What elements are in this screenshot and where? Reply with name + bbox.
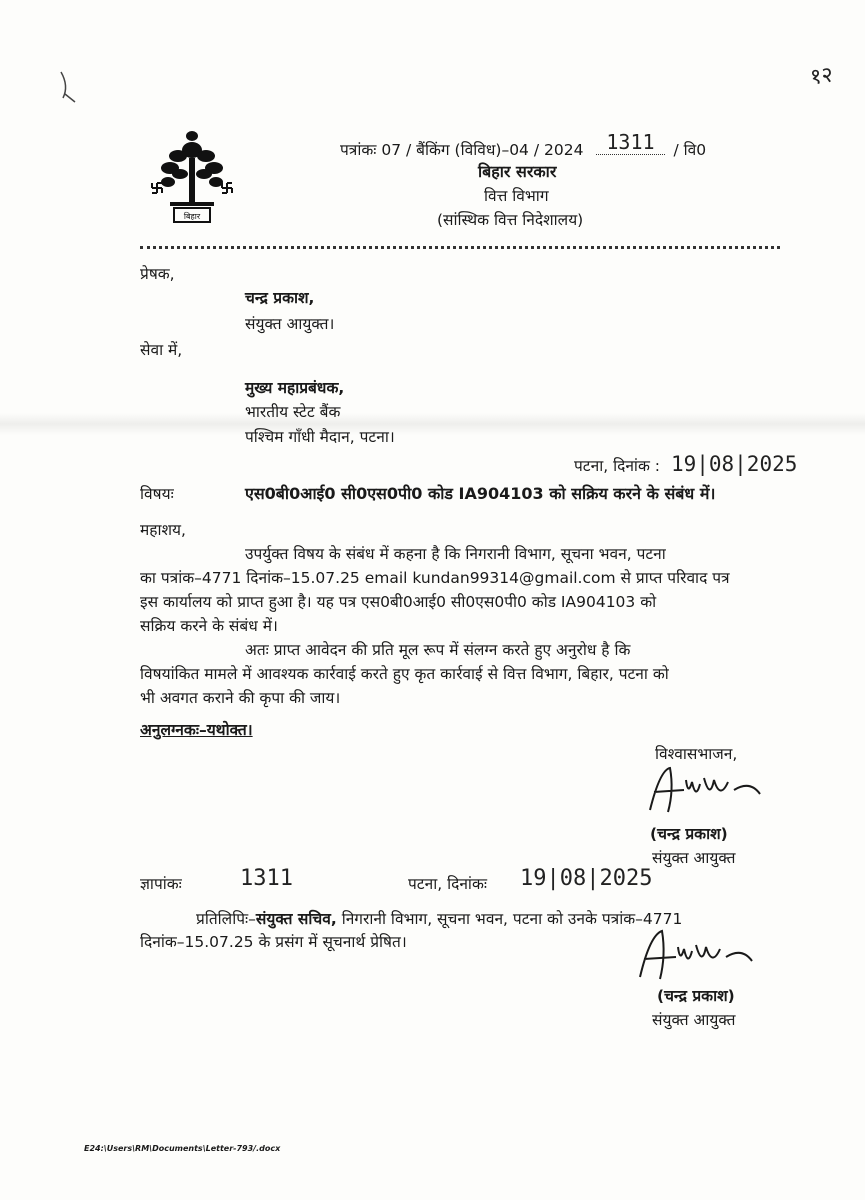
copy-line2: दिनांक–15.07.25 के प्रसंग में सूचनार्थ प्रेषित।	[140, 933, 407, 951]
footer-file-path: E24:\Users\RM\Documents\Letter-793/.docx	[84, 1144, 281, 1153]
para2-line3: भी अवगत कराने की कृपा की जाय।	[140, 689, 341, 707]
closing: विश्वासभाजन,	[655, 745, 738, 763]
memo-number: 1311	[240, 866, 293, 891]
sender-designation: संयुक्त आयुक्त।	[245, 315, 335, 333]
copy-recipient: संयुक्त सचिव,	[255, 910, 337, 928]
department-name: वित्त विभाग	[484, 187, 549, 205]
enclosure-note: अनुलग्नकः–यथोक्त।	[140, 721, 253, 739]
header-divider	[140, 246, 780, 249]
directorate-name: (सांस्थिक वित्त निदेशालय)	[437, 211, 584, 229]
copy-line1	[196, 907, 682, 929]
recipient-line1: भारतीय स्टेट बैंक	[245, 403, 341, 421]
letter-number-suffix: / वि0	[673, 141, 707, 159]
para1-line4: सक्रिय करने के संबंध में।	[140, 617, 278, 635]
paper-fold	[0, 413, 865, 435]
government-name: बिहार सरकार	[478, 162, 557, 181]
memo-label: ज्ञापांकः	[140, 875, 182, 893]
date-printed: पटना, दिनांक :	[574, 457, 661, 475]
recipient-title: मुख्य महाप्रबंधक,	[245, 379, 345, 397]
bihar-emblem	[148, 128, 236, 228]
signature-2	[630, 925, 800, 985]
pen-mark	[55, 68, 85, 108]
subject-label: विषयः	[140, 485, 174, 503]
para1-line2: का पत्रांक–4771 दिनांक–15.07.25 email kundan99314@gmail.com से प्राप्त परिवाद पत्र	[140, 569, 730, 587]
signatory2-designation: संयुक्त आयुक्त	[652, 1011, 736, 1029]
page-number-mark: १२	[808, 62, 835, 91]
subject-text: एस0बी0आई0 सी0एस0पी0 कोड IA904103 को सक्रिय करने के संबंध में।	[245, 484, 716, 503]
recipient-label: सेवा में,	[140, 341, 183, 359]
signatory1-designation: संयुक्त आयुक्त	[652, 849, 736, 867]
memo-date-handwritten: 19|08|2025	[520, 866, 653, 891]
copy-rest: निगरानी विभाग, सूचना भवन, पटना को उनके पत्रांक–4771	[336, 910, 683, 928]
recipient-line2: पश्चिम गाँधी मैदान, पटना।	[245, 428, 395, 446]
letter-number	[340, 130, 707, 160]
date-handwritten: 19|08|2025	[670, 452, 798, 476]
emblem-label: बिहार	[183, 212, 201, 221]
salutation: महाशय,	[140, 521, 186, 539]
signature-1	[640, 760, 810, 820]
memo-date-printed: पटना, दिनांकः	[408, 875, 487, 893]
para2-line2: विषयांकित मामले में आवश्यक कार्रवाई करते हुए कृत कार्रवाई से वित्त विभाग, बिहार, पटना को	[140, 665, 669, 683]
date-line	[574, 452, 797, 476]
signatory2-name: (चन्द्र प्रकाश)	[657, 987, 735, 1005]
sender-name: चन्द्र प्रकाश,	[245, 289, 315, 307]
para1-line3: इस कार्यालय को प्राप्त हुआ है। यह पत्र एस0बी0आई0 सी0एस0पी0 कोड IA904103 को	[140, 593, 657, 611]
copy-prefix: प्रतिलिपिः–	[196, 910, 256, 928]
para2-line1: अतः प्राप्त आवेदन की प्रति मूल रूप में संलग्न करते हुए अनुरोध है कि	[245, 641, 631, 659]
sender-label: प्रेषक,	[140, 265, 175, 283]
para1-line1: उपर्युक्त विषय के संबंध में कहना है कि निगरानी विभाग, सूचना भवन, पटना	[245, 545, 666, 563]
signatory1-name: (चन्द्र प्रकाश)	[650, 825, 728, 843]
letter-number-prefix: पत्रांकः 07 / बैंकिंग (विविध)–04 / 2024	[340, 141, 584, 159]
letter-number-handwritten: 1311	[596, 130, 664, 155]
